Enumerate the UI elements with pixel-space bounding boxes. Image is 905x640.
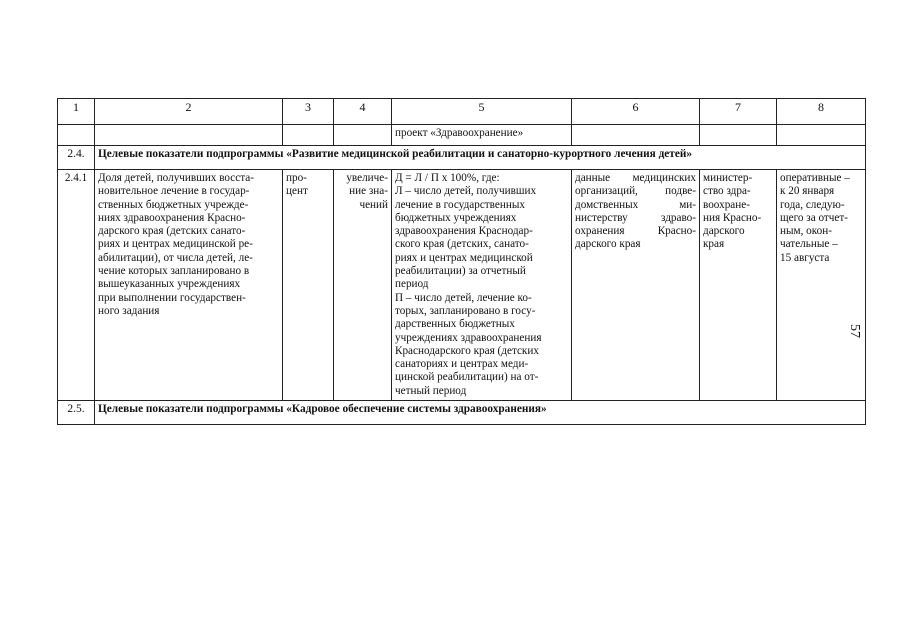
text-line: ского края (детских, санато- <box>395 238 529 251</box>
header-cell-4: 4 <box>334 99 392 125</box>
text-line: риях и центрах медицинской ре- <box>98 238 253 251</box>
header-cell-8: 8 <box>777 99 866 125</box>
text-line: нистерству здраво- <box>575 211 696 224</box>
text-line: охранения Красно- <box>575 225 696 238</box>
text-line: торых, запланировано в госу- <box>395 304 536 317</box>
project-row <box>58 125 866 146</box>
text-line: дарского края (детских санато- <box>98 225 246 238</box>
text-line: края <box>703 238 725 251</box>
text-line: Л – число детей, получивших <box>395 185 537 198</box>
text-line: период <box>395 278 429 291</box>
text-line: воохране- <box>703 198 750 211</box>
text-line: ния Красно- <box>703 211 762 224</box>
text-line: здравоохранения Краснодар- <box>395 225 533 238</box>
text-line: дарского края <box>575 238 641 251</box>
header-cell-6: 6 <box>572 99 700 125</box>
text-line: бюджетных учреждениях <box>395 211 517 224</box>
header-cell-1: 1 <box>58 99 95 125</box>
text-line: Краснодарского края (детских <box>395 344 539 357</box>
formula-cell <box>392 170 572 401</box>
text-line: ниях здравоохранения Красно- <box>98 211 246 224</box>
text-line: дарского <box>703 225 745 238</box>
text-line: ного задания <box>98 304 160 317</box>
text-line: цент <box>286 185 308 198</box>
text-line: чение которых запланировано в <box>98 265 250 278</box>
text-line: дарственных бюджетных <box>395 318 515 331</box>
indicator-row-2-4-1 <box>58 170 866 401</box>
source-cell <box>572 170 700 401</box>
text-line: к 20 января <box>780 185 835 198</box>
text-line: щего за отчет- <box>780 211 849 224</box>
text-line: риях и центрах медицинской <box>395 251 533 264</box>
page-number: 57 <box>847 324 862 338</box>
text-line: абилитации), от числа детей, ле- <box>98 251 253 264</box>
indicator-name-cell <box>95 170 283 401</box>
text-line: домственных ми- <box>575 198 696 211</box>
header-cell-7: 7 <box>700 99 777 125</box>
text-line: ным, окон- <box>780 225 832 238</box>
trend-cell <box>334 170 392 401</box>
text-line: цинской реабилитации) на от- <box>395 371 539 384</box>
section-number: 2.4. <box>58 146 95 170</box>
text-line: лечение в государственных <box>395 198 525 211</box>
responsible-cell <box>700 170 777 401</box>
text-line: Доля детей, получивших восста- <box>98 172 254 184</box>
text-line: про- <box>286 172 307 184</box>
text-line: организаций, подве- <box>575 185 696 198</box>
text-line: оперативные – <box>780 172 850 184</box>
header-cell-3: 3 <box>283 99 334 125</box>
text-line: ство здра- <box>703 185 751 198</box>
text-line: года, следую- <box>780 198 845 211</box>
unit-cell <box>283 170 334 401</box>
deadline-cell <box>777 170 866 401</box>
text-line: чений <box>359 198 388 211</box>
indicator-number: 2.4.1 <box>58 170 95 401</box>
text-line: при выполнении государствен- <box>98 291 246 304</box>
section-row-2-5 <box>58 401 866 425</box>
text-line: 15 августа <box>780 251 830 264</box>
header-cell-5: 5 <box>392 99 572 125</box>
text-line: реабилитации) за отчетный <box>395 265 526 278</box>
section-title: Целевые показатели подпрограммы «Развитие медицинской реабилитации и санаторно-курортного лечения детей» <box>95 146 866 170</box>
section-row-2-4 <box>58 146 866 170</box>
text-line: Д = Л / П x 100%, где: <box>395 172 500 184</box>
text-line: чательные – <box>780 238 838 251</box>
indicators-table <box>57 98 866 425</box>
section-title: Целевые показатели подпрограммы «Кадровое обеспечение системы здравоохранения» <box>95 401 866 425</box>
text-line: П – число детей, лечение ко- <box>395 291 532 304</box>
text-line: вышеуказанных учреждениях <box>98 278 241 291</box>
text-line: ственных бюджетных учрежде- <box>98 198 249 211</box>
text-line: министер- <box>703 172 753 184</box>
header-cell-2: 2 <box>95 99 283 125</box>
header-row <box>58 99 866 125</box>
section-number: 2.5. <box>58 401 95 425</box>
project-cell: проект «Здравоохранение» <box>392 125 572 146</box>
text-line: учреждениях здравоохранения <box>395 331 542 344</box>
text-line: четный период <box>395 384 467 397</box>
text-line: увеличе- <box>346 172 388 184</box>
text-line: новительное лечение в государ- <box>98 185 250 198</box>
text-line: санаториях и центрах меди- <box>395 358 529 371</box>
text-line: ние зна- <box>349 185 388 198</box>
text-line: данные медицинских <box>575 172 696 184</box>
